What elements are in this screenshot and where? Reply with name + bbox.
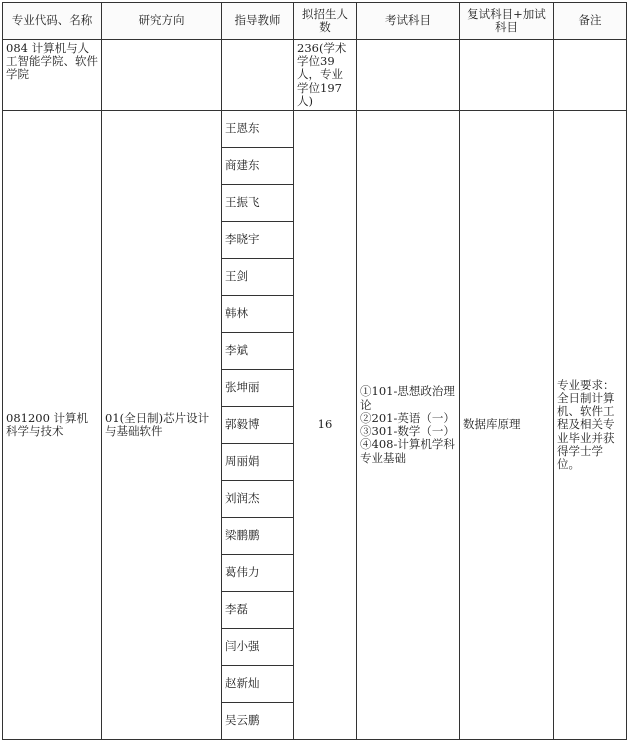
advisor-cell: 刘润杰 — [222, 481, 294, 518]
college-direction-empty — [102, 40, 222, 111]
major-code-name: 081200 计算机科学与技术 — [3, 111, 102, 740]
advisor-cell: 商建东 — [222, 148, 294, 185]
college-row — [3, 40, 627, 111]
header-major-code: 专业代码、名称 — [3, 3, 102, 40]
major-direction: 01(全日制)芯片设计与基础软件 — [102, 111, 222, 740]
exam-subjects — [357, 111, 460, 740]
exam-subject-4: ④408-计算机学科专业基础 — [360, 437, 455, 465]
exam-subject-1: ①101-思想政治理论 — [360, 384, 455, 412]
major-row — [3, 111, 627, 148]
header-advisor: 指导教师 — [222, 3, 294, 40]
college-advisor-empty — [222, 40, 294, 111]
advisor-cell: 赵新灿 — [222, 666, 294, 703]
advisor-cell: 闫小强 — [222, 629, 294, 666]
advisor-cell: 韩林 — [222, 296, 294, 333]
advisor-cell: 郭毅博 — [222, 407, 294, 444]
college-notes-empty — [554, 40, 627, 111]
header-retest: 复试科目+加试科目 — [460, 3, 554, 40]
header-exam: 考试科目 — [357, 3, 460, 40]
college-code-name: 084 计算机与人工智能学院、软件学院 — [3, 40, 102, 111]
advisor-cell: 李斌 — [222, 333, 294, 370]
advisor-cell: 王振飞 — [222, 185, 294, 222]
admissions-table-frame — [2, 2, 626, 728]
advisor-cell: 李磊 — [222, 592, 294, 629]
college-quota: 236(学术学位39人，专业学位197人) — [294, 40, 357, 111]
college-retest-empty — [460, 40, 554, 111]
header-direction: 研究方向 — [102, 3, 222, 40]
advisor-cell: 周丽娟 — [222, 444, 294, 481]
advisor-cell: 梁鹏鹏 — [222, 518, 294, 555]
exam-subject-2: ②201-英语（一） — [360, 410, 455, 425]
header-notes: 备注 — [554, 3, 627, 40]
retest-subject: 数据库原理 — [460, 111, 554, 740]
exam-subject-3: ③301-数学（一） — [360, 424, 455, 439]
advisor-cell: 葛伟力 — [222, 555, 294, 592]
major-notes: 专业要求：全日制计算机、软件工程及相关专业毕业并获得学士学位。 — [554, 111, 627, 740]
advisor-cell: 王恩东 — [222, 111, 294, 148]
college-exam-empty — [357, 40, 460, 111]
advisor-cell: 李晓宇 — [222, 222, 294, 259]
advisor-cell: 王剑 — [222, 259, 294, 296]
header-row — [3, 3, 627, 40]
advisor-cell: 张坤丽 — [222, 370, 294, 407]
major-quota: 16 — [294, 111, 357, 740]
admissions-table — [2, 2, 627, 740]
header-quota: 拟招生人数 — [294, 3, 357, 40]
advisor-cell: 吴云鹏 — [222, 703, 294, 740]
